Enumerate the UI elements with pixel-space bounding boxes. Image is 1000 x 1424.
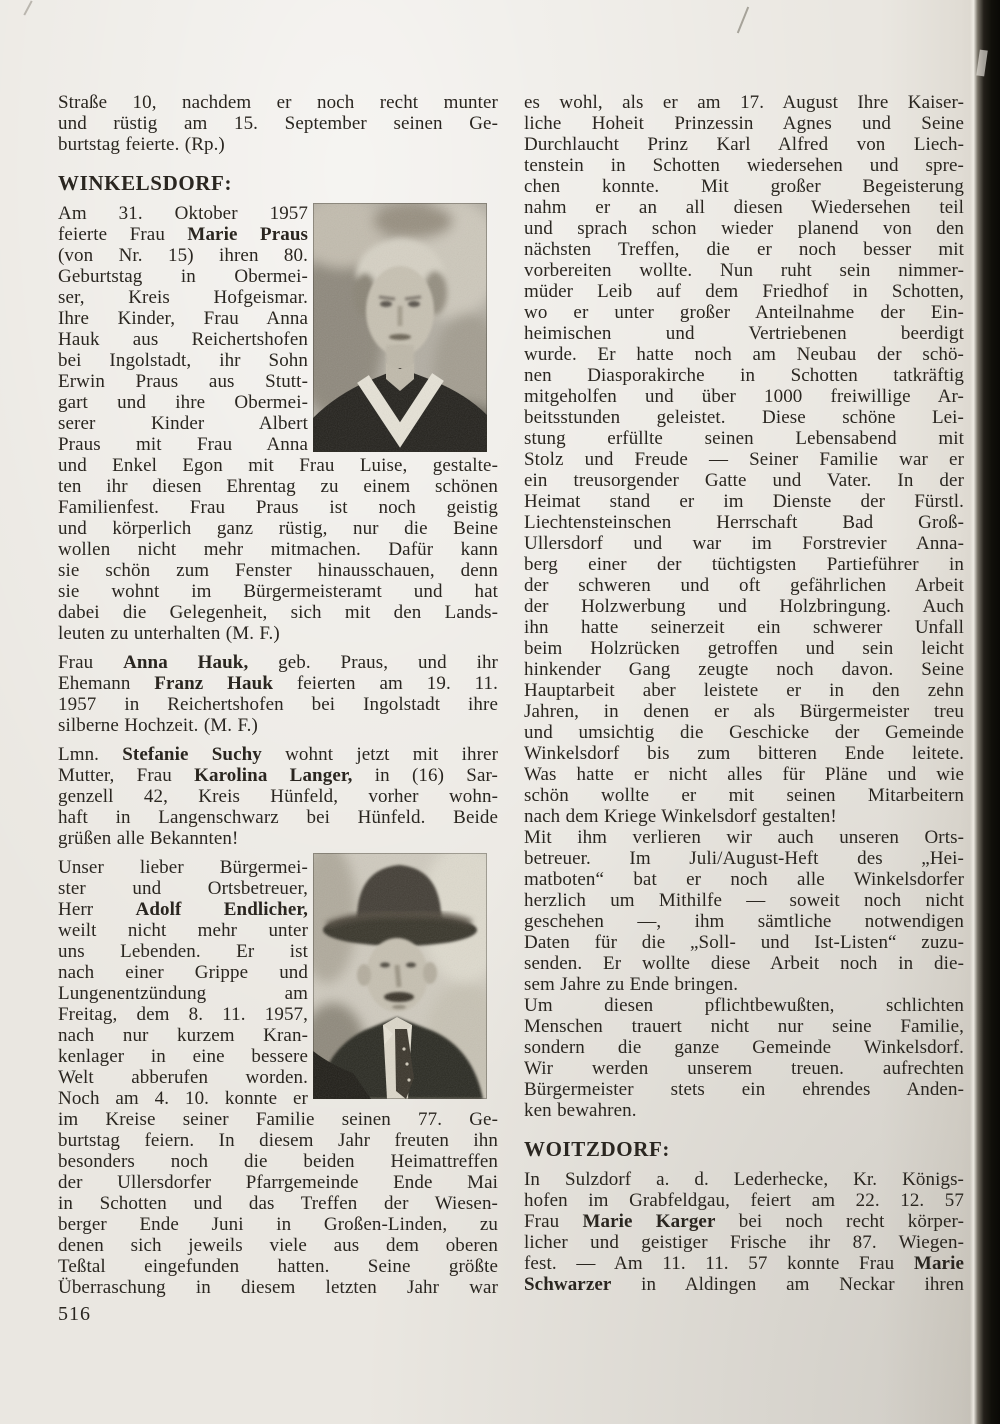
text-line: ihn hatte seinerzeit ein schwerer Unfall (524, 617, 964, 638)
text-line: Lungenentzündung am (58, 983, 308, 1004)
text-line: Frau Marie Karger bei noch recht körper- (524, 1211, 965, 1232)
text-line: der Holzwerbung und Holzbringung. Auch (524, 596, 964, 617)
text-line: Bürgermeister stets ein ehrendes Anden- (524, 1079, 964, 1100)
text-line: Hauptarbeit aber leistete er in den zehn (524, 680, 964, 701)
text-line: ein treusorgender Gatte und Vater. In der (524, 470, 964, 491)
photo-adolf-endlicher (313, 853, 487, 1099)
text-line: beitsstunden geleistet. Diese schöne Lei- (524, 407, 964, 428)
text-line: serer Kinder Albert (58, 413, 308, 434)
paragraph (58, 203, 308, 455)
paragraph (58, 857, 308, 1109)
text-line: Geburtstag in Obermei- (58, 266, 308, 287)
text-line: ten ihr diesen Ehrentag zu einem schönen (58, 476, 498, 497)
paragraph (524, 1169, 964, 1295)
text-line: liche Hoheit Prinzessin Agnes und Seine (524, 113, 964, 134)
text-line: 1957 in Reichertshofen bei Ingolstadt ihre (58, 694, 498, 715)
paragraph (524, 995, 964, 1121)
text-line: chen konnte. Mit großer Begeisterung (524, 176, 964, 197)
text-line: Schwarzer in Aldingen am Neckar ihren (524, 1274, 964, 1295)
text-line: sem Jahre zu Ende bringen. (524, 974, 739, 995)
text-line: hinkender Gang zeugte noch davon. Seine (524, 659, 964, 680)
text-line: vorbereiten wollte. Nun ruht sein nimmer- (524, 260, 964, 281)
text-line: in Schotten und das Treffen der Wiesen- (58, 1193, 498, 1214)
text-line: besonders noch die beiden Heimattreffen (58, 1151, 498, 1172)
text-line: Familienfest. Frau Praus ist noch geistig (58, 497, 498, 518)
text-line: burtstag feierte. (Rp.) (58, 134, 225, 155)
text-line: ster und Ortsbetreuer, (58, 878, 308, 899)
text-line: Durchlaucht Prinz Karl Alfred von Liech- (524, 134, 964, 155)
text-line: Mit ihm verlieren wir auch unseren Orts- (524, 827, 964, 848)
text-line: wollen nicht mehr mitmachen. Dafür kann (58, 539, 498, 560)
text-line: (von Nr. 15) ihren 80. (58, 245, 308, 266)
text-line: schön wollte er mit seinen Mitarbeitern (524, 785, 964, 806)
text-line: im Kreise seiner Familie seinen 77. Ge- (58, 1109, 498, 1130)
pencil-mark (23, 0, 32, 15)
text-line: und körperlich ganz rüstig, nur die Beine (58, 518, 498, 539)
text-line: kenlager in eine bessere (58, 1046, 308, 1067)
text-line: Liechtensteinschen Herrschaft Bad Groß- (524, 512, 964, 533)
text-line: geschehen —, ihm sämtliche notwendigen (524, 911, 964, 932)
text-line: Daten für die „Soll- und Ist-Listen“ zuzu- (524, 932, 964, 953)
text-line: burtstag feiern. In diesem Jahr freuten ihn (58, 1130, 498, 1151)
text-line: nahm er an all diesen Wiedersehen teil (524, 197, 964, 218)
text-line: Winkelsdorf bis zum bitteren Ende leitete. (524, 743, 964, 764)
text-line: nach einer Grippe und (58, 962, 308, 983)
text-line: Überraschung in diesem letzten Jahr war (58, 1277, 498, 1298)
text-line: Ihre Kinder, Frau Anna (58, 308, 308, 329)
paragraph (58, 652, 498, 736)
text-line: und sprach schon wieder planend von den (524, 218, 964, 239)
paragraph (58, 1109, 498, 1298)
text-line: Menschen trauert nicht nur seine Familie, (524, 1016, 964, 1037)
text-line: Ehemann Franz Hauk feierten am 19. 11. (58, 673, 498, 694)
text-line: Herr Adolf Endlicher, (58, 899, 309, 920)
text-line: licher und geistiger Frische ihr 87. Wiegen- (524, 1232, 964, 1253)
text-line: sie wohnt im Bürgermeisteramt und hat (58, 581, 498, 602)
section-heading: WOITZDORF: (524, 1137, 671, 1161)
text-line: feierte Frau Marie Praus (58, 224, 308, 245)
text-line: Jahren, in denen er als Bürgermeister treu (524, 701, 964, 722)
text-line: Wir werden unserem treuen. aufrechten (524, 1058, 964, 1079)
text-line: wo er unter großer Anteilnahme der Ein- (524, 302, 964, 323)
paragraph (58, 92, 498, 155)
text-line: Noch am 4. 10. konnte er (58, 1088, 308, 1109)
text-line: gart und ihre Obermei- (58, 392, 308, 413)
text-line: Mutter, Frau Karolina Langer, in (16) Sar- (58, 765, 498, 786)
text-line: Teßtal eingefunden hatten. Seine größte (58, 1256, 498, 1277)
text-line: silberne Hochzeit. (M. F.) (58, 715, 258, 736)
text-line: herzlich um Mithilfe — soweit noch nicht (524, 890, 964, 911)
text-line: sondern die ganze Gemeinde Winkelsdorf. (524, 1037, 964, 1058)
text-line: tenstein in Schotten wiedersehen und spre- (524, 155, 964, 176)
pencil-mark (737, 7, 749, 34)
text-line: Praus mit Frau Anna (58, 434, 308, 455)
text-line: Welt abberufen worden. (58, 1067, 308, 1088)
paragraph (524, 827, 964, 995)
text-line: berg einer der tüchtigsten Partieführer in (524, 554, 964, 575)
text-line: ken bewahren. (524, 1100, 637, 1121)
text-line: fest. — Am 11. 11. 57 konnte Frau Marie (524, 1253, 964, 1274)
text-line: nach dem Kriege Winkelsdorf gestalten! (524, 806, 837, 827)
text-line: bei Ingolstadt, ihr Sohn (58, 350, 308, 371)
text-line: Frau Anna Hauk, geb. Praus, und ihr (58, 652, 498, 673)
text-line: Freitag, dem 8. 11. 1957, (58, 1004, 308, 1025)
text-line: der Ullersdorfer Pfarrgemeinde Ende Mai (58, 1172, 498, 1193)
text-line: wurde. Er hatte noch am Neubau der schö- (524, 344, 964, 365)
text-line: stung erfüllte seinen Lebensabend mit (524, 428, 964, 449)
text-line: es wohl, als er am 17. August Ihre Kaiser- (524, 92, 964, 113)
text-line: denen sich jeweils viele aus dem oberen (58, 1235, 498, 1256)
text-line: sie schön zum Fenster hinausschauen, denn (58, 560, 498, 581)
text-line: grüßen alle Bekannten! (58, 828, 239, 849)
text-line: Am 31. Oktober 1957 (58, 203, 308, 224)
text-line: und umsichtig die Geschicke der Gemeinde (524, 722, 964, 743)
text-line: hofen im Grabfeldgau, feiert am 22. 12. 57 (524, 1190, 964, 1211)
right-column (524, 92, 964, 1295)
text-line: der schweren und oft gefährlichen Arbeit (524, 575, 964, 596)
text-line: Straße 10, nachdem er noch recht munter (58, 92, 498, 113)
text-line: dabei die Gelegenheit, sich mit den Lands- (58, 602, 498, 623)
text-line: uns Lebenden. Er ist (58, 941, 308, 962)
text-line: nach nur kurzem Kran- (58, 1025, 308, 1046)
paragraph (58, 744, 498, 849)
text-line: und Enkel Egon mit Frau Luise, gestalte- (58, 455, 498, 476)
paragraph (58, 455, 498, 644)
text-line: weilt nicht mehr unter (58, 920, 308, 941)
text-line: Unser lieber Bürgermei- (58, 857, 308, 878)
text-line: haft in Langenschwarz bei Hünfeld. Beide (58, 807, 498, 828)
photo-marie-praus (313, 203, 487, 452)
section-heading: WINKELSDORF: (58, 171, 233, 195)
text-line: Lmn. Stefanie Suchy wohnt jetzt mit ihrer (58, 744, 499, 765)
text-line: und rüstig am 15. September seinen Ge- (58, 113, 498, 134)
text-line: berger Ende Juni in Großen-Linden, zu (58, 1214, 498, 1235)
text-line: nen Diasporakirche in Schotten tatkräftig (524, 365, 964, 386)
page-edge-shadow (970, 0, 1000, 1424)
text-line: Um diesen pflichtbewußten, schlichten (524, 995, 964, 1016)
text-line: Ullersdorf und war im Forstrevier Anna- (524, 533, 964, 554)
text-line: ser, Kreis Hofgeismar. (58, 287, 308, 308)
text-line: leuten zu unterhalten (M. F.) (58, 623, 280, 644)
text-line: Was hatte er nicht alles für Pläne und wie (524, 764, 964, 785)
portrait-woman-image (313, 203, 487, 452)
text-line: beim Holzrücken getroffen und sein leicht (524, 638, 964, 659)
page-number: 516 (58, 1303, 91, 1325)
text-line: genzell 42, Kreis Hünfeld, vorher wohn- (58, 786, 498, 807)
text-line: heimischen und Vertriebenen beerdigt (524, 323, 964, 344)
text-line: Stolz und Freude — Seiner Familie war er (524, 449, 964, 470)
text-line: Erwin Praus aus Stutt- (58, 371, 308, 392)
text-line: Heimat stand er im Dienste der Fürstl. (524, 491, 964, 512)
portrait-man-with-hat-image (313, 853, 487, 1099)
text-line: müder Leib auf dem Friedhof in Schotten, (524, 281, 964, 302)
text-line: In Sulzdorf a. d. Lederhecke, Kr. Königs- (524, 1169, 964, 1190)
text-line: betreuer. Im Juli/August-Heft des „Hei- (524, 848, 964, 869)
text-line: Hauk aus Reichertshofen (58, 329, 308, 350)
text-line: senden. Er wollte diese Arbeit noch in die- (524, 953, 964, 974)
paragraph (524, 92, 964, 827)
text-line: nächsten Treffen, die er noch besser mit (524, 239, 964, 260)
text-line: mitgeholfen und über 1000 freiwillige Ar- (524, 386, 964, 407)
text-line: matboten“ bat er noch alle Winkelsdorfer (524, 869, 964, 890)
